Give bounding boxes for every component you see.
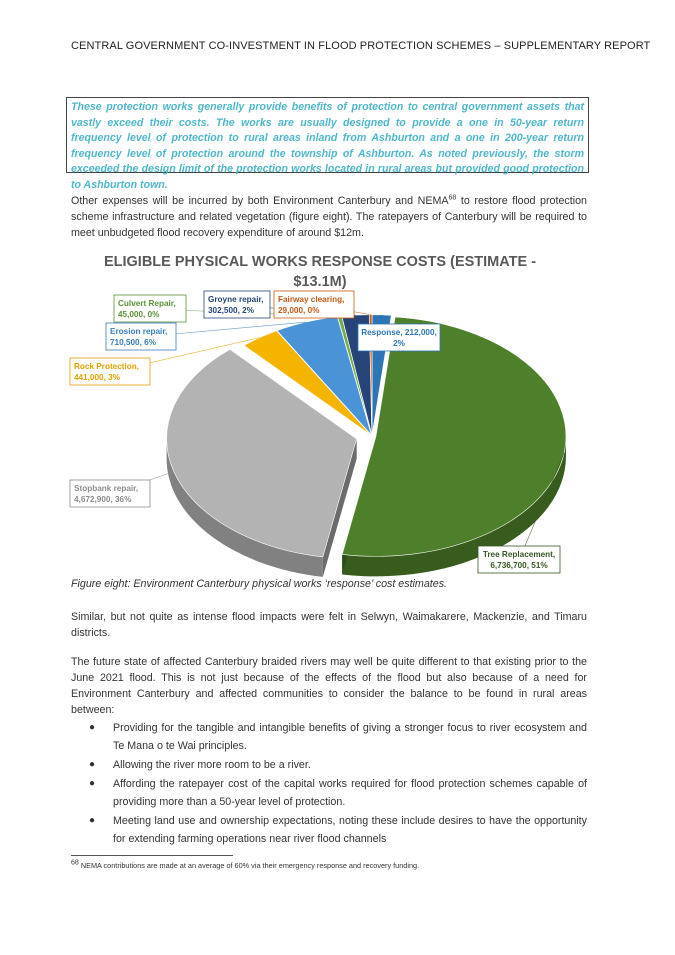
data-label: Tree Replacement, [482,550,556,559]
paragraph-future-state: The future state of affected Canterbury braided rivers may well be quite different to that existing prior to the June 2021 flood. This is not just because of the effects of the flood but also because of a need for Environment Canterbury and affected communities to consider the balance to be found in rural areas between: [71,656,587,716]
data-label: 4,672,900, 36% [74,495,132,504]
bullet-icon: ● [89,815,96,826]
data-label: Stopbank repair, [74,484,139,493]
list-item [71,756,587,774]
data-label: 302,500, 2% [208,306,254,315]
list-item-text: Providing for the tangible and intangible benefits of giving a stronger focus to river ecosystem and Te Mana o te Wai principles. [113,722,587,752]
paragraph-text: Other expenses will be incurred by both Environment Canterbury and NEMA [71,195,449,207]
footnote-reference: 68 [448,194,457,202]
data-label: Rock Protection, [74,362,140,371]
chart-title-line: $13.1M) [293,274,347,290]
data-label: Culvert Repair, [118,299,176,308]
data-label: Erosion repair, [110,327,168,336]
footnote [71,861,419,870]
data-label: Response, 212,000, [361,328,437,337]
paragraph-text: to restore flood protection scheme infrastructure and related vegetation (figure eight). The ratepayers of Canterbury will be required to meet unbudgeted flood recovery expenditure of around $12m. [71,195,587,239]
data-label: 441,000, 3% [74,373,120,382]
pie-svg [60,248,620,578]
footnote-text: NEMA contributions are made at an average of 60% via their emergency response and recovery funding. [78,861,420,870]
pie-chart [60,248,620,578]
data-label: 710,500, 6% [110,338,156,347]
bullet-icon: ● [89,778,96,789]
list-item-text: Meeting land use and ownership expectations, noting these include desires to have the opportunity for extending farming operations near river flood channels [113,815,587,845]
bullet-icon: ● [89,722,96,733]
list-item [71,775,587,811]
paragraph-districts: Similar, but not quite as intense flood impacts were felt in Selwyn, Waimakarere, Mackenzie, and Timaru districts. [71,611,587,639]
figure-caption: Figure eight: Environment Canterbury physical works ‘response’ cost estimates. [71,578,448,590]
data-label: 6,736,700, 51% [490,561,548,570]
callout-box: These protection works generally provide benefits of protection to central government assets that vastly exceed their costs. The works are usually designed to provide a one in 50-year return frequency level of protection to rural areas inland from Ashburton and a one in 200-year return frequency level of protection around the township of Ashburton. As noted previously, the storm exceeded the design limit of the protection works located in rural areas but provided good protection to Ashburton town. [66,97,589,173]
page-header: CENTRAL GOVERNMENT CO-INVESTMENT IN FLOOD PROTECTION SCHEMES – SUPPLEMENTARY REPORT [71,40,651,52]
data-label: Groyne repair, [208,295,264,304]
list-item-text: Affording the ratepayer cost of the capital works required for flood protection schemes capable of providing more than a 50-year level of protection. [113,778,587,808]
data-label: 45,000, 0% [118,310,160,319]
chart-title-line: ELIGIBLE PHYSICAL WORKS RESPONSE COSTS (ESTIMATE - [103,254,537,270]
list-item [71,719,587,755]
list-item [71,812,587,848]
bullet-icon: ● [89,759,96,770]
list-item-text: Allowing the river more room to be a river. [113,759,311,771]
paragraph-expenses [71,193,587,241]
data-label: 29,000, 0% [278,306,320,315]
footnote-number: 68 [71,859,79,867]
data-label: Fairway clearing, [278,295,345,304]
data-label: 2% [393,339,405,348]
bullet-list [71,719,587,849]
footnote-divider [71,855,233,856]
